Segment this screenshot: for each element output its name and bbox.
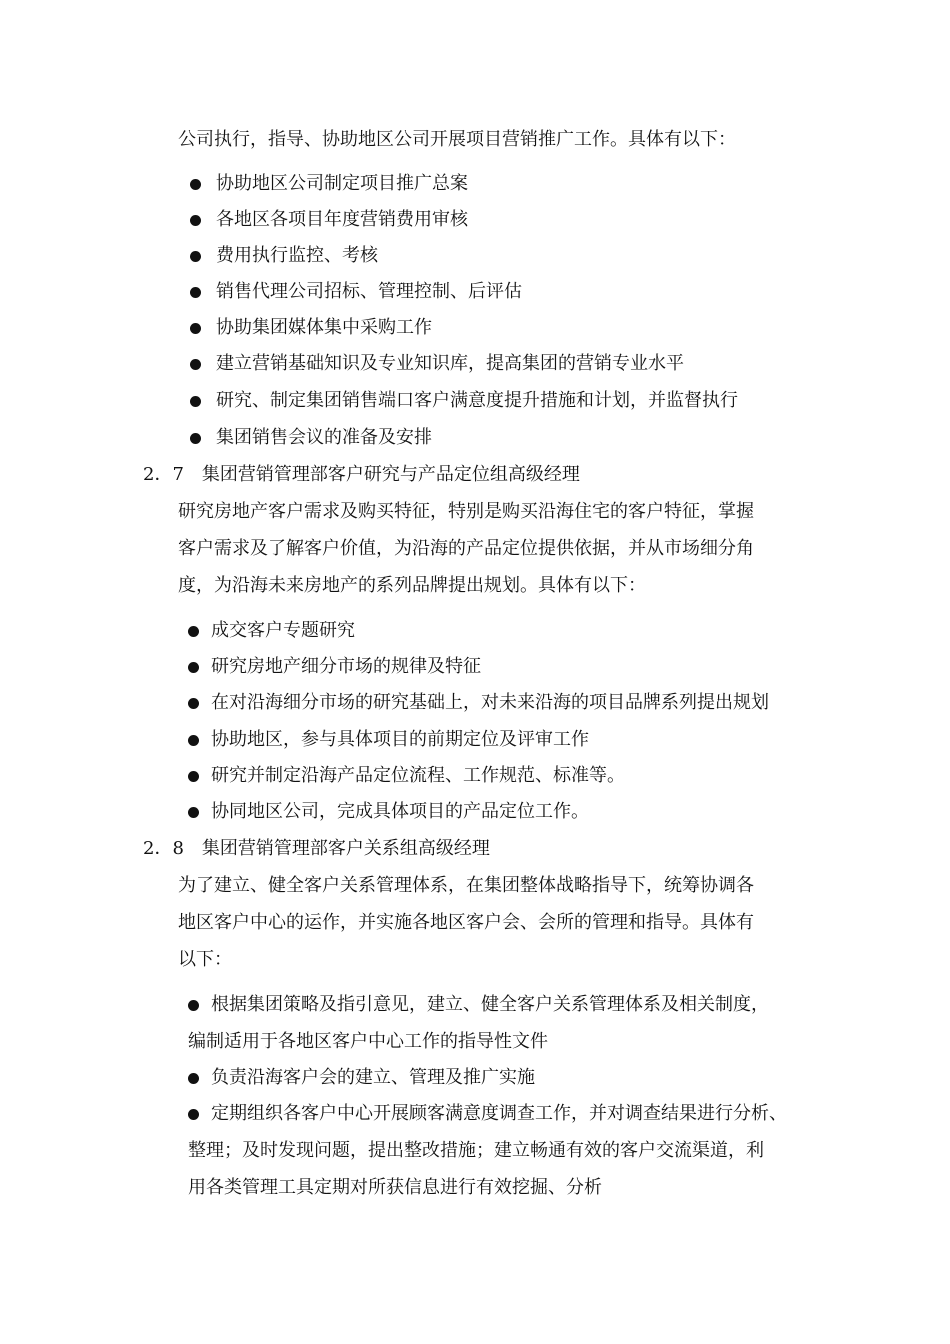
bullet-icon: [190, 433, 201, 444]
bullet-icon: [190, 359, 201, 370]
list-item: 费用执行监控、考核: [216, 245, 378, 266]
list-item: 协助集团媒体集中采购工作: [216, 317, 432, 338]
bullet-icon: [190, 251, 201, 262]
list-item: 销售代理公司招标、管理控制、后评估: [216, 281, 522, 302]
bullet-icon: [188, 1000, 199, 1011]
bullet-icon: [188, 1109, 199, 1120]
bullet-icon: [188, 662, 199, 673]
paragraph-line: 以下：: [178, 949, 232, 970]
list-item: 在对沿海细分市场的研究基础上，对未来沿海的项目品牌系列提出规划: [211, 692, 769, 713]
list-item: 建立营销基础知识及专业知识库，提高集团的营销专业水平: [216, 353, 684, 374]
bullet-icon: [188, 698, 199, 709]
list-item: 成交客户专题研究: [211, 620, 355, 641]
paragraph-line: 度，为沿海未来房地产的系列品牌提出规划。具体有以下：: [178, 575, 646, 596]
bullet-icon: [190, 287, 201, 298]
bullet-icon: [188, 807, 199, 818]
paragraph-line: 客户需求及了解客户价值，为沿海的产品定位提供依据，并从市场细分角: [178, 538, 754, 559]
list-item: 研究、制定集团销售端口客户满意度提升措施和计划，并监督执行: [216, 390, 738, 411]
list-item: 协同地区公司，完成具体项目的产品定位工作。: [211, 801, 589, 822]
bullet-icon: [190, 215, 201, 226]
bullet-icon: [190, 179, 201, 190]
list-item-continuation: 整理；及时发现问题，提出整改措施；建立畅通有效的客户交流渠道，利: [188, 1140, 764, 1161]
list-item: 根据集团策略及指引意见，建立、健全客户关系管理体系及相关制度，: [211, 994, 769, 1015]
bullet-icon: [188, 1073, 199, 1084]
list-item: 协助地区公司制定项目推广总案: [216, 173, 468, 194]
bullet-icon: [188, 626, 199, 637]
bullet-icon: [190, 323, 201, 334]
section-heading-2-8: 2．8 集团营销管理部客户关系组高级经理: [143, 838, 490, 859]
paragraph-line: 研究房地产客户需求及购买特征，特别是购买沿海住宅的客户特征，掌握: [178, 501, 754, 522]
paragraph-line: 地区客户中心的运作，并实施各地区客户会、会所的管理和指导。具体有: [178, 912, 754, 933]
list-item: 定期组织各客户中心开展顾客满意度调查工作，并对调查结果进行分析、: [211, 1103, 787, 1124]
intro-line: 公司执行，指导、协助地区公司开展项目营销推广工作。具体有以下：: [178, 129, 736, 150]
list-item: 各地区各项目年度营销费用审核: [216, 209, 468, 230]
section-heading-2-7: 2．7 集团营销管理部客户研究与产品定位组高级经理: [143, 464, 580, 485]
list-item: 研究房地产细分市场的规律及特征: [211, 656, 481, 677]
bullet-icon: [188, 735, 199, 746]
bullet-icon: [190, 396, 201, 407]
list-item-continuation: 用各类管理工具定期对所获信息进行有效挖掘、分析: [188, 1177, 602, 1198]
list-item: 研究并制定沿海产品定位流程、工作规范、标准等。: [211, 765, 625, 786]
bullet-icon: [188, 771, 199, 782]
list-item-continuation: 编制适用于各地区客户中心工作的指导性文件: [188, 1031, 548, 1052]
paragraph-line: 为了建立、健全客户关系管理体系，在集团整体战略指导下，统筹协调各: [178, 875, 754, 896]
list-item: 集团销售会议的准备及安排: [216, 427, 432, 448]
list-item: 负责沿海客户会的建立、管理及推广实施: [211, 1067, 535, 1088]
list-item: 协助地区，参与具体项目的前期定位及评审工作: [211, 729, 589, 750]
